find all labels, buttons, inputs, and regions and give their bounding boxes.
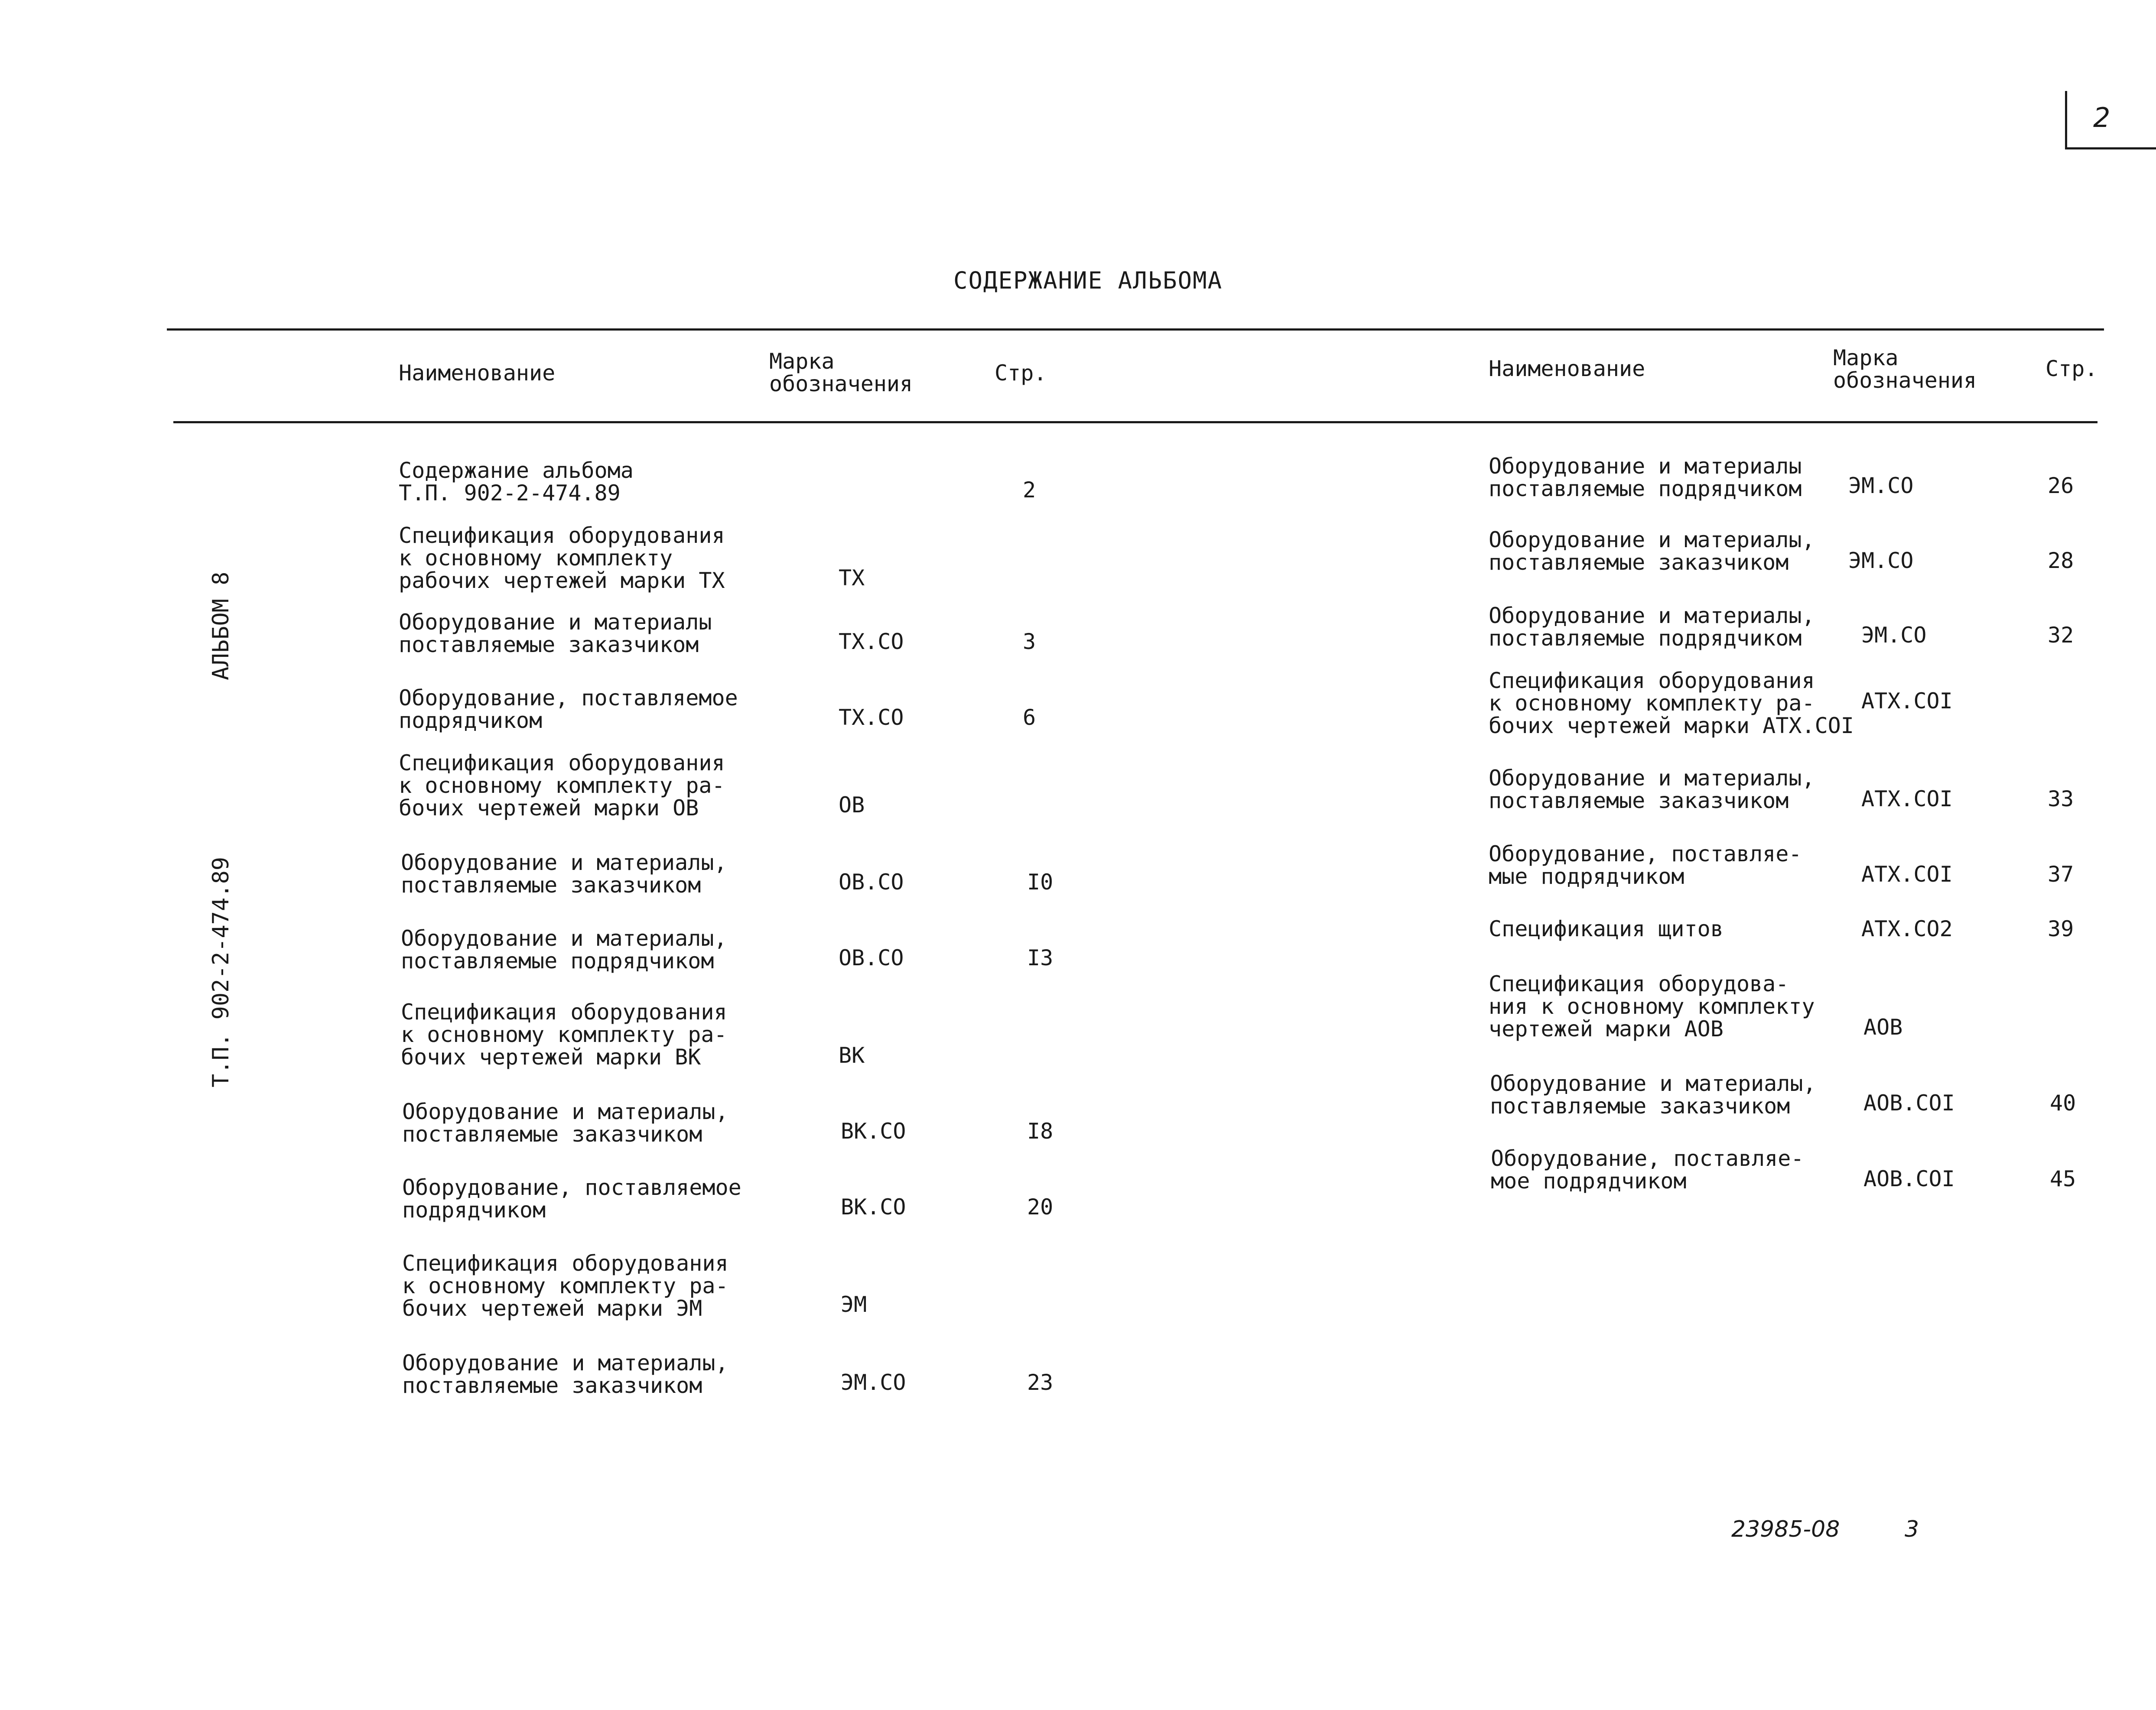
left-row-6-page: I0 xyxy=(1027,870,1054,895)
sheet-number: 2 xyxy=(2093,102,2110,133)
side-label-project: Т.П. 902-2-474.89 xyxy=(208,857,234,1087)
left-row-9-mark: ВК.СО xyxy=(841,1119,906,1144)
right-row-7-mark: АТХ.СО2 xyxy=(1861,916,1953,941)
left-row-1-name: Содержание альбома Т.П. 902-2-474.89 xyxy=(399,458,634,506)
left-row-10-page: 20 xyxy=(1027,1194,1054,1220)
page-title: СОДЕРЖАНИЕ АЛЬБОМА xyxy=(953,267,1223,294)
left-row-2-mark: ТХ xyxy=(839,565,865,591)
right-row-8-mark: АОВ xyxy=(1863,1015,1903,1040)
left-row-7-name: Оборудование и материалы, поставляемые подрядчиком xyxy=(401,926,727,973)
left-row-11-mark: ЭМ xyxy=(841,1292,867,1317)
header-bottom-rule xyxy=(173,421,2097,423)
left-row-1-page: 2 xyxy=(1023,477,1036,503)
right-row-1-mark: ЭМ.СО xyxy=(1848,473,1914,498)
left-row-7-page: I3 xyxy=(1027,945,1054,970)
left-row-3-page: 3 xyxy=(1023,629,1036,654)
right-row-3-page: 32 xyxy=(2048,623,2074,648)
left-row-5-name: Спецификация оборудования к основному комплекту ра- бочих чертежей марки ОВ xyxy=(399,750,725,821)
left-row-4-mark: ТХ.СО xyxy=(839,705,904,730)
left-row-9-page: I8 xyxy=(1027,1119,1054,1144)
right-row-2-name: Оборудование и материалы, поставляемые заказчиком xyxy=(1489,527,1815,575)
left-row-6-name: Оборудование и материалы, поставляемые заказчиком xyxy=(401,850,727,898)
footer-doc-code: 23985-08 xyxy=(1731,1516,1840,1542)
right-row-9-mark: АОВ.СОI xyxy=(1863,1090,1955,1116)
left-row-8-mark: ВК xyxy=(839,1043,865,1068)
left-row-7-mark: ОВ.СО xyxy=(839,945,904,970)
left-row-4-name: Оборудование, поставляемое подрядчиком xyxy=(399,685,738,733)
left-row-3-name: Оборудование и материалы поставляемые заказчиком xyxy=(399,610,712,657)
right-row-2-mark: ЭМ.СО xyxy=(1848,548,1914,573)
header-left-mark: Марка обозначения xyxy=(769,349,913,396)
left-row-9-name: Оборудование и материалы, поставляемые заказчиком xyxy=(402,1099,728,1147)
sheet-number-box xyxy=(2065,91,2156,149)
right-row-5-page: 33 xyxy=(2048,786,2074,811)
left-row-10-mark: ВК.СО xyxy=(841,1194,906,1220)
right-row-1-page: 26 xyxy=(2048,473,2074,498)
left-row-12-page: 23 xyxy=(1027,1370,1054,1395)
left-row-10-name: Оборудование, поставляемое подрядчиком xyxy=(402,1175,741,1223)
left-row-2-name: Спецификация оборудования к основному комплекту рабочих чертежей марки ТХ xyxy=(399,523,725,593)
header-left-page: Стр. xyxy=(995,360,1047,386)
right-row-4-mark: АТХ.СОI xyxy=(1861,688,1953,714)
right-row-9-name: Оборудование и материалы, поставляемые заказчиком xyxy=(1490,1071,1816,1119)
left-row-5-mark: ОВ xyxy=(839,792,865,818)
header-right-name: Наименование xyxy=(1489,356,1645,381)
right-row-7-name: Спецификация щитов xyxy=(1489,916,1723,941)
left-row-4-page: 6 xyxy=(1023,705,1036,730)
right-row-3-mark: ЭМ.СО xyxy=(1861,623,1927,648)
right-row-1-name: Оборудование и материалы поставляемые подрядчиком xyxy=(1489,454,1802,501)
right-row-10-page: 45 xyxy=(2050,1166,2076,1191)
right-row-2-page: 28 xyxy=(2048,548,2074,573)
right-row-3-name: Оборудование и материалы, поставляемые подрядчиком xyxy=(1489,603,1815,651)
right-row-6-mark: АТХ.СОI xyxy=(1861,862,1953,887)
header-right-page: Стр. xyxy=(2045,356,2098,381)
left-row-11-name: Спецификация оборудования к основному комплекту ра- бочих чертежей марки ЭМ xyxy=(402,1251,728,1321)
right-row-8-name: Спецификация оборудова- ния к основному комплекту чертежей марки АОВ xyxy=(1489,971,1815,1042)
right-row-5-name: Оборудование и материалы, поставляемые заказчиком xyxy=(1489,766,1815,813)
right-row-7-page: 39 xyxy=(2048,916,2074,941)
right-row-5-mark: АТХ.СОI xyxy=(1861,786,1953,811)
right-row-10-mark: АОВ.СОI xyxy=(1863,1166,1955,1191)
right-row-9-page: 40 xyxy=(2050,1090,2076,1116)
right-row-6-name: Оборудование, поставляе- мые подрядчиком xyxy=(1489,841,1802,889)
table-top-rule xyxy=(167,328,2104,331)
right-row-6-page: 37 xyxy=(2048,862,2074,887)
left-row-12-mark: ЭМ.СО xyxy=(841,1370,906,1395)
left-row-3-mark: ТХ.СО xyxy=(839,629,904,654)
side-label-album: АЛЬБОМ 8 xyxy=(208,571,234,680)
header-right-mark: Марка обозначения xyxy=(1833,345,1977,393)
left-row-12-name: Оборудование и материалы, поставляемые заказчиком xyxy=(402,1350,728,1398)
right-row-10-name: Оборудование, поставляе- мое подрядчиком xyxy=(1491,1146,1804,1194)
footer-page: 3 xyxy=(1905,1516,1919,1542)
left-row-6-mark: ОВ.СО xyxy=(839,870,904,895)
right-row-4-name: Спецификация оборудования к основному комплекту ра- бочих чертежей марки АТХ.СОI xyxy=(1489,668,1854,738)
left-row-8-name: Спецификация оборудования к основному комплекту ра- бочих чертежей марки ВК xyxy=(401,999,727,1070)
header-left-name: Наименование xyxy=(399,360,556,386)
